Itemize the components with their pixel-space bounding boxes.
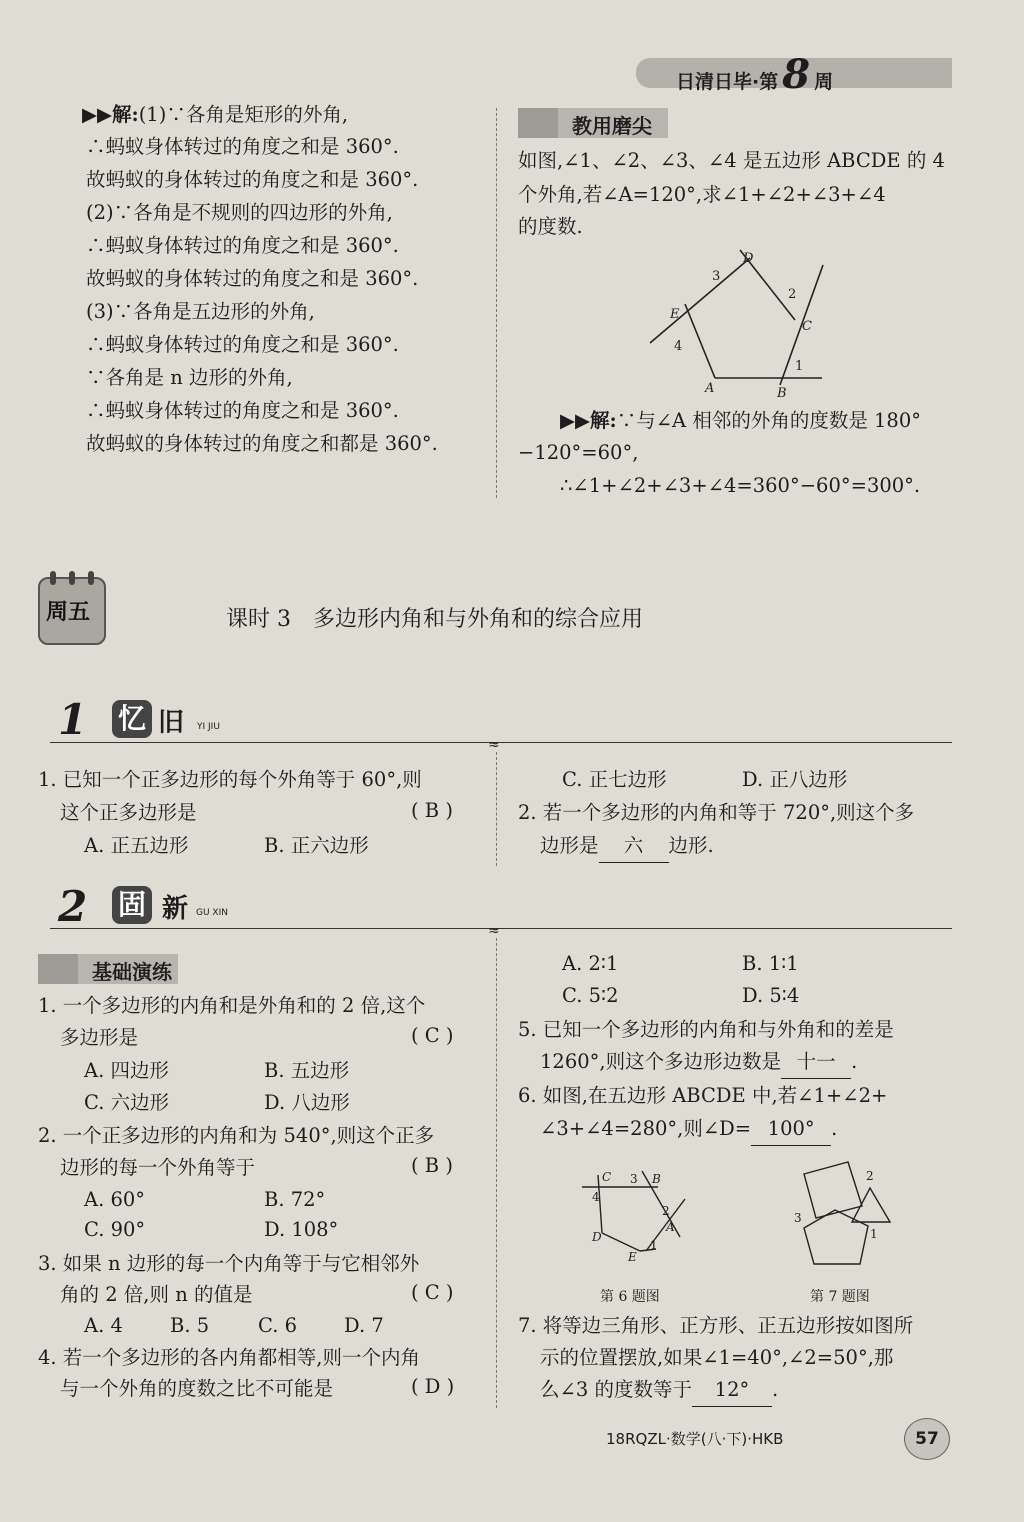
fig7-angle-3: 3 (794, 1211, 802, 1225)
s2-q5-answer: 十一 (781, 1046, 851, 1079)
s2-q4-option: B. 1∶1 (742, 952, 799, 975)
vertex-D-label: D (743, 251, 754, 266)
s2-q3-line: 角的 2 倍,则 n 的值是 (60, 1283, 253, 1306)
angle-4-label: 4 (674, 339, 683, 354)
s2-q4-line: 与一个外角的度数之比不可能是 (60, 1377, 334, 1400)
section1-char2: 旧 (158, 708, 185, 738)
fig6-vertex-E: E (628, 1250, 637, 1264)
s2-q6-answer: 100° (751, 1113, 831, 1146)
solution-line: 故蚂蚁的身体转过的角度之和是 360°. (86, 168, 419, 191)
vertex-A-label: A (705, 381, 715, 396)
solution-line: ∴蚂蚁身体转过的角度之和是 360°. (86, 234, 399, 257)
solution-label: 解: (590, 409, 617, 432)
section2-rule (50, 928, 952, 929)
s2-q4-option: A. 2∶1 (562, 952, 619, 975)
page-number-text: 57 (915, 1429, 939, 1449)
s2-q1-option: C. 六边形 (84, 1091, 170, 1114)
s1-q2-answer: 六 (599, 830, 669, 863)
solution-line: 故蚂蚁的身体转过的角度之和都是 360°. (86, 432, 438, 455)
solution-label: 解: (112, 103, 139, 126)
calendar-ring (69, 571, 75, 585)
section1-number: 1 (58, 695, 88, 744)
s2-q1-option: B. 五边形 (264, 1059, 350, 1082)
lesson-title: 课时 3 多边形内角和与外角和的综合应用 (226, 607, 643, 632)
solution-marker-icon: ▶▶ (82, 103, 112, 126)
s2-q7-answer: 12° (692, 1374, 772, 1407)
column-divider-top (496, 108, 497, 498)
solution-line: (1)∵各角是矩形的外角, (138, 103, 349, 126)
section1-rule (50, 742, 952, 743)
s2-q2-answer: ( B ) (411, 1154, 453, 1177)
vertex-B-label: B (777, 386, 787, 401)
s2-q4-option: D. 5∶4 (742, 984, 800, 1007)
fig6-vertex-A: A (666, 1220, 675, 1234)
calendar-badge-text: 周五 (46, 599, 91, 625)
section2-char2: 新 (162, 894, 189, 924)
teaching-solution-line: ∵与∠A 相邻的外角的度数是 180° (616, 409, 921, 432)
s1-q2-post: 边形. (668, 834, 714, 857)
section2-badge (112, 886, 152, 924)
s1-q1-answer: ( B ) (411, 799, 453, 822)
solution-line: 故蚂蚁的身体转过的角度之和是 360°. (86, 267, 419, 290)
s2-q3-line: 3. 如果 n 边形的每一个内角等于与它相邻外 (38, 1252, 420, 1275)
column-divider-s1 (496, 752, 497, 866)
header-suffix: 周 (814, 71, 834, 93)
figure-7-shapes (790, 1158, 900, 1278)
header-prefix: 日清日毕·第 (676, 71, 779, 93)
calendar-ring (50, 571, 56, 585)
s2-q5-pre: 1260°,则这个多边形边数是 (540, 1050, 782, 1073)
vertex-E-label: E (670, 307, 680, 322)
solution-marker-icon: ▶▶ (560, 409, 590, 432)
s2-q7-pre: 么∠3 的度数等于 (540, 1378, 692, 1401)
figure-6-pentagon (580, 1165, 690, 1265)
section1-rule-knot: ≈ (488, 737, 500, 753)
s2-q7-line: 7. 将等边三角形、正方形、正五边形按如图所 (518, 1314, 914, 1337)
s2-q3-answer: ( C ) (411, 1281, 454, 1304)
s1-q1-option: C. 正七边形 (562, 768, 667, 791)
s1-q2-line: 2. 若一个多边形的内角和等于 720°,则这个多 (518, 801, 915, 824)
solution-line: ∴蚂蚁身体转过的角度之和是 360°. (86, 135, 399, 158)
teaching-solution-line: −120°=60°, (518, 441, 639, 464)
teaching-title-accent (518, 108, 558, 138)
s2-q1-line: 1. 一个多边形的内角和是外角和的 2 倍,这个 (38, 994, 426, 1017)
s1-q1-option: B. 正六边形 (264, 834, 369, 857)
s2-q6-pre: ∠3+∠4=280°,则∠D= (540, 1117, 752, 1140)
fig6-vertex-D: D (592, 1230, 602, 1244)
angle-2-label: 2 (788, 287, 797, 302)
column-divider-s2 (496, 938, 497, 1408)
s2-q2-option: B. 72° (264, 1188, 326, 1211)
s2-q3-option: C. 6 (258, 1314, 298, 1337)
s1-q1-option: D. 正八边形 (742, 768, 848, 791)
s2-q2-line: 边形的每一个外角等于 (60, 1156, 256, 1179)
angle-1-label: 1 (795, 359, 804, 374)
teaching-problem-line: 个外角,若∠A=120°,求∠1+∠2+∠3+∠4 (518, 183, 886, 206)
calendar-badge (38, 577, 106, 645)
solution-line: (2)∵各角是不规则的四边形的外角, (86, 201, 393, 224)
fig6-angle-2: 2 (662, 1204, 670, 1218)
sub-title-accent (38, 954, 78, 984)
week-number: 8 (782, 51, 811, 98)
solution-line: ∴蚂蚁身体转过的角度之和是 360°. (86, 399, 399, 422)
week-header-text (676, 51, 834, 98)
s2-q6-line: 6. 如图,在五边形 ABCDE 中,若∠1+∠2+ (518, 1084, 888, 1107)
section2-char1: 固 (117, 888, 146, 921)
s2-q4-answer: ( D ) (411, 1375, 455, 1398)
section2-pinyin: GU XIN (196, 908, 228, 918)
s1-q2-pre: 边形是 (540, 834, 599, 857)
section1-badge (112, 700, 152, 738)
s2-q5-post: . (851, 1050, 858, 1073)
calendar-ring (88, 571, 94, 585)
s2-q2-option: C. 90° (84, 1218, 146, 1241)
fig6-vertex-C: C (602, 1170, 612, 1184)
s2-q4-option: C. 5∶2 (562, 984, 619, 1007)
s2-q3-option: B. 5 (170, 1314, 210, 1337)
s2-q1-answer: ( C ) (411, 1024, 454, 1047)
s2-q7-post: . (771, 1378, 779, 1401)
s2-q2-option: A. 60° (84, 1188, 146, 1211)
section2-number: 2 (58, 882, 88, 931)
section2-rule-knot: ≈ (488, 923, 500, 939)
teaching-problem-line: 的度数. (518, 215, 583, 238)
sub-title: 基础演练 (92, 960, 172, 984)
solution-line: ∵各角是 n 边形的外角, (86, 366, 293, 389)
s2-q2-line: 2. 一个正多边形的内角和为 540°,则这个正多 (38, 1124, 435, 1147)
s2-q5-line: 5. 已知一个多边形的内角和与外角和的差是 (518, 1018, 894, 1041)
teaching-problem-line: 如图,∠1、∠2、∠3、∠4 是五边形 ABCDE 的 4 (518, 149, 945, 172)
pentagon-figure (640, 240, 840, 410)
footer-text: 18RQZL·数学(八·下)·HKB (606, 1430, 784, 1448)
figure-7-caption: 第 7 题图 (810, 1289, 870, 1305)
s2-q2-option: D. 108° (264, 1218, 339, 1241)
s2-q1-option: D. 八边形 (264, 1091, 350, 1114)
s2-q3-option: D. 7 (344, 1314, 384, 1337)
teaching-title: 教用磨尖 (572, 114, 652, 138)
s2-q1-option: A. 四边形 (84, 1059, 169, 1082)
page-number (904, 1418, 950, 1460)
s1-q1-line: 这个正多边形是 (60, 801, 197, 824)
teaching-solution-line: ∴∠1+∠2+∠3+∠4=360°−60°=300°. (560, 474, 921, 497)
fig6-angle-4: 4 (592, 1190, 600, 1204)
s1-q1-option: A. 正五边形 (84, 834, 189, 857)
solution-line: (3)∵各角是五边形的外角, (86, 300, 315, 323)
fig6-angle-3: 3 (630, 1172, 638, 1186)
figure-6-caption: 第 6 题图 (600, 1289, 660, 1305)
section1-pinyin: YI JIU (197, 722, 220, 732)
solution-line: ∴蚂蚁身体转过的角度之和是 360°. (86, 333, 399, 356)
fig6-vertex-B: B (652, 1172, 661, 1186)
angle-3-label: 3 (712, 269, 721, 284)
fig6-angle-1: 1 (650, 1238, 658, 1252)
section1-char1: 忆 (117, 702, 146, 735)
s2-q7-line: 示的位置摆放,如果∠1=40°,∠2=50°,那 (540, 1346, 894, 1369)
s2-q1-line: 多边形是 (60, 1026, 139, 1049)
vertex-C-label: C (802, 319, 812, 334)
fig7-angle-2: 2 (866, 1169, 874, 1183)
fig7-angle-1: 1 (870, 1227, 878, 1241)
s2-q3-option: A. 4 (84, 1314, 123, 1337)
s1-q1-line: 1. 已知一个正多边形的每个外角等于 60°,则 (38, 768, 422, 791)
s2-q6-post: . (831, 1117, 838, 1140)
s2-q4-line: 4. 若一个多边形的各内角都相等,则一个内角 (38, 1346, 421, 1369)
